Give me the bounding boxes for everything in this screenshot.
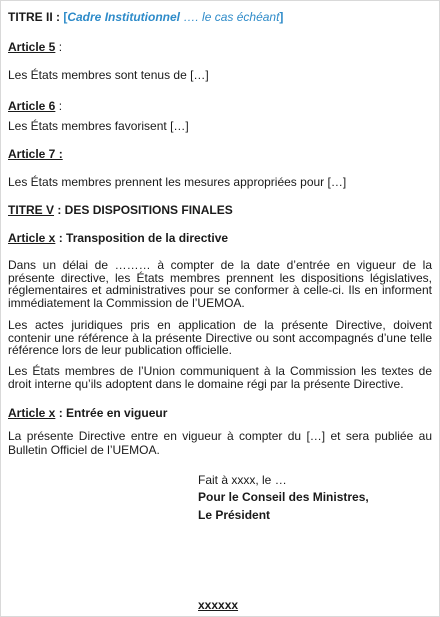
titre-v-heading: TITRE V : DES DISPOSITIONS FINALES <box>8 203 233 217</box>
article-6-text: Les États membres favorisent […] <box>8 119 189 133</box>
transposition-paragraph-2: Les actes juridiques pris en application de la présente Directive, doivent contenir une référence à la présente Directive ou sont accompagnés d’une telle référence lors de leur publication officielle. <box>8 318 432 358</box>
signature-name: xxxxxx <box>198 598 239 612</box>
article-7-heading: Article 7 : <box>8 147 63 161</box>
article-x-entree-heading: Article x : Entrée en vigueur <box>8 406 168 420</box>
signature-role: Le Président <box>198 508 271 522</box>
entree-paragraph: La présente Directive entre en vigueur à compter du […] et sera publiée au Bulletin Officiel de l’UEMOA. <box>8 429 432 457</box>
signature-council: Pour le Conseil des Ministres, <box>198 490 369 504</box>
titre-ii-placeholder: [Cadre Institutionnel …. le cas échéant] <box>63 10 284 24</box>
article-5-text: Les États membres sont tenus de […] <box>8 68 209 82</box>
transposition-paragraph-3: Les États membres de l’Union communiquent à la Commission les textes de droit interne qu’ils adoptent dans le domaine régi par la présente Directive. <box>8 364 432 391</box>
signature-place-date: Fait à xxxx, le … <box>198 473 287 487</box>
article-x-transposition-heading: Article x : Transposition de la directive <box>8 231 229 245</box>
article-6-heading: Article 6 : <box>8 99 63 113</box>
transposition-paragraph-1: Dans un délai de ……… à compter de la date d’entrée en vigueur de la présente directive, les États membres prennent les dispositions législatives, réglementaires et administratives pour se conformer à celle-ci. Ils en informent immédiatement la Commission de l’UEMOA. <box>8 258 432 310</box>
titre-ii-heading: TITRE II : [Cadre Institutionnel …. le cas échéant] <box>8 10 284 24</box>
article-5-heading: Article 5 : <box>8 40 63 54</box>
article-7-text: Les États membres prennent les mesures appropriées pour […] <box>8 175 347 189</box>
titre-ii-label: TITRE II <box>8 10 53 24</box>
